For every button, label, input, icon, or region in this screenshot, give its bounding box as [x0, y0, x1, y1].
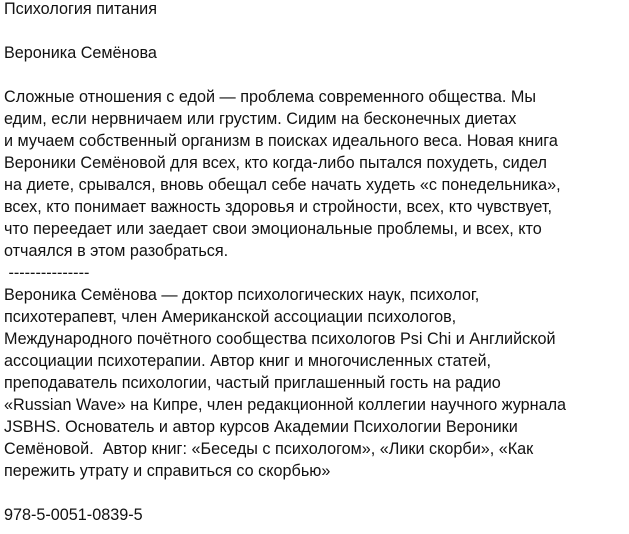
- description-line: и мучаем собственный организм в поисках идеального веса. Новая книга: [4, 132, 558, 150]
- bio-line: ассоциации психотерапии. Автор книг и многочисленных статей,: [4, 352, 492, 370]
- bio-line: Вероника Семёнова — доктор психологических наук, психолог,: [4, 286, 480, 304]
- description-line: Сложные отношения с едой — проблема современного общества. Мы: [4, 88, 536, 106]
- description-line: Вероники Семёновой для всех, кто когда-либо пытался похудеть, сидел: [4, 154, 547, 172]
- book-author: Вероника Семёнова: [4, 44, 157, 62]
- description-line: отчаялся в этом разобраться.: [4, 242, 229, 260]
- book-title: Психология питания: [4, 0, 157, 18]
- spacer: [4, 64, 626, 86]
- bio-line: JSBHS. Основатель и автор курсов Академии Психологии Вероники: [4, 418, 518, 436]
- bio-line: преподаватель психологии, частый приглашенный гость на радио: [4, 374, 501, 392]
- description-paragraph: [4, 86, 626, 262]
- spacer: [4, 482, 626, 504]
- description-line: что переедает или заедает свои эмоциональные проблемы, и всех, кто: [4, 220, 542, 238]
- description-line: всех, кто понимает важность здоровья и стройности, всех, кто чувствует,: [4, 198, 552, 216]
- bio-line: «Russian Wave» на Кипре, член редакционной коллегии научного журнала: [4, 396, 567, 414]
- author-bio-paragraph: [4, 284, 626, 482]
- spacer: [4, 20, 626, 42]
- description-line: на диете, срывался, вновь обещал себе начать худеть «с понедельника»,: [4, 176, 561, 194]
- bio-line: Международного почётного сообщества психологов Psi Chi и Английской: [4, 330, 556, 348]
- bio-line: пережить утрату и справиться со скорбью»: [4, 462, 331, 480]
- book-description-document: [4, 0, 626, 526]
- bio-line: Семёновой. Автор книг: «Беседы с психологом», «Лики скорби», «Как: [4, 440, 534, 458]
- isbn: 978-5-0051-0839-5: [4, 506, 143, 524]
- description-line: едим, если нервничаем или грустим. Сидим на бесконечных диетах: [4, 110, 517, 128]
- separator-line: ---------------: [4, 264, 90, 282]
- bio-line: психотерапевт, член Американской ассоциации психологов,: [4, 308, 457, 326]
